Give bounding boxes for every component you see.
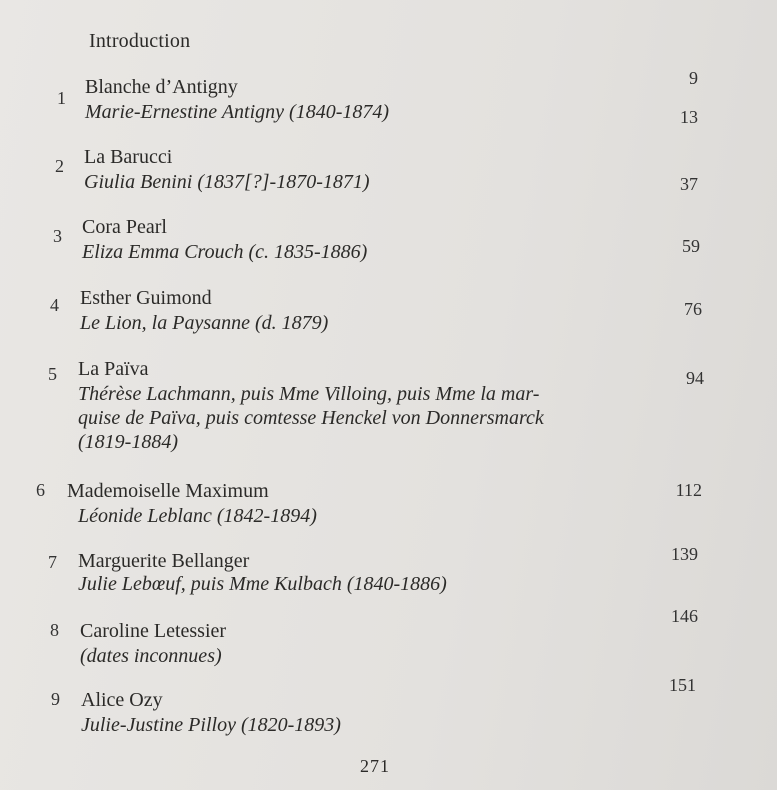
entry-number: 9 <box>51 689 60 709</box>
entry-number: 6 <box>36 480 45 500</box>
entry-number: 8 <box>50 620 59 640</box>
toc-entry <box>0 675 777 759</box>
entry-subtitle: Marie-Ernestine Antigny (1840-1874) <box>85 101 390 123</box>
entry-page: 112 <box>675 480 702 500</box>
entry-subtitle: Julie-Justine Pilloy (1820-1893) <box>81 714 341 736</box>
entry-page: 139 <box>671 544 698 564</box>
entry-title: Alice Ozy <box>81 689 163 711</box>
toc-entry <box>0 358 777 468</box>
introduction-heading: Introduction <box>89 30 191 52</box>
page-footer-number: 271 <box>360 756 390 776</box>
entry-number: 3 <box>53 226 62 246</box>
entry-subtitle: Léonide Leblanc (1842-1894) <box>78 505 317 527</box>
entry-subtitle: quise de Païva, puis comtesse Henckel von Donnersmarck <box>78 407 544 429</box>
toc-entry <box>0 146 777 216</box>
toc-entry <box>0 287 777 357</box>
entry-subtitle: (1819-1884) <box>78 431 178 453</box>
entry-page: 94 <box>686 368 704 388</box>
entry-subtitle: Julie Lebœuf, puis Mme Kulbach (1840-1886) <box>78 573 447 595</box>
entry-title: La Païva <box>78 358 149 380</box>
toc-entry <box>0 216 777 286</box>
entry-subtitle: Le Lion, la Paysanne (d. 1879) <box>80 312 329 334</box>
toc-entry <box>0 68 777 146</box>
entry-number: 5 <box>48 364 57 384</box>
entry-subtitle: Giulia Benini (1837[?]-1870-1871) <box>84 171 370 193</box>
entry-title: Caroline Letessier <box>80 620 227 642</box>
entry-title: Cora Pearl <box>82 216 167 238</box>
entry-page: 59 <box>682 236 700 256</box>
entry-page: 9 <box>689 68 698 88</box>
entry-title: La Barucci <box>84 146 173 168</box>
entry-page: 151 <box>669 675 696 695</box>
entry-page: 146 <box>671 606 698 626</box>
entry-number: 2 <box>55 156 64 176</box>
entry-subtitle: (dates inconnues) <box>80 645 222 667</box>
entry-number: 4 <box>50 295 59 315</box>
entry-number: 1 <box>57 88 66 108</box>
entry-page: 13 <box>680 107 698 127</box>
entry-page: 76 <box>684 299 702 319</box>
toc-entry <box>0 480 777 550</box>
entry-number: 7 <box>48 552 57 572</box>
entry-subtitle: Thérèse Lachmann, puis Mme Villoing, puis Mme la mar- <box>78 383 540 405</box>
entry-page: 37 <box>680 174 698 194</box>
entry-title: Marguerite Bellanger <box>78 550 250 572</box>
entry-title: Mademoiselle Maximum <box>67 480 269 502</box>
entry-title: Blanche d’Antigny <box>85 76 238 98</box>
entry-subtitle: Eliza Emma Crouch (c. 1835-1886) <box>82 241 368 263</box>
entry-title: Esther Guimond <box>80 287 212 309</box>
